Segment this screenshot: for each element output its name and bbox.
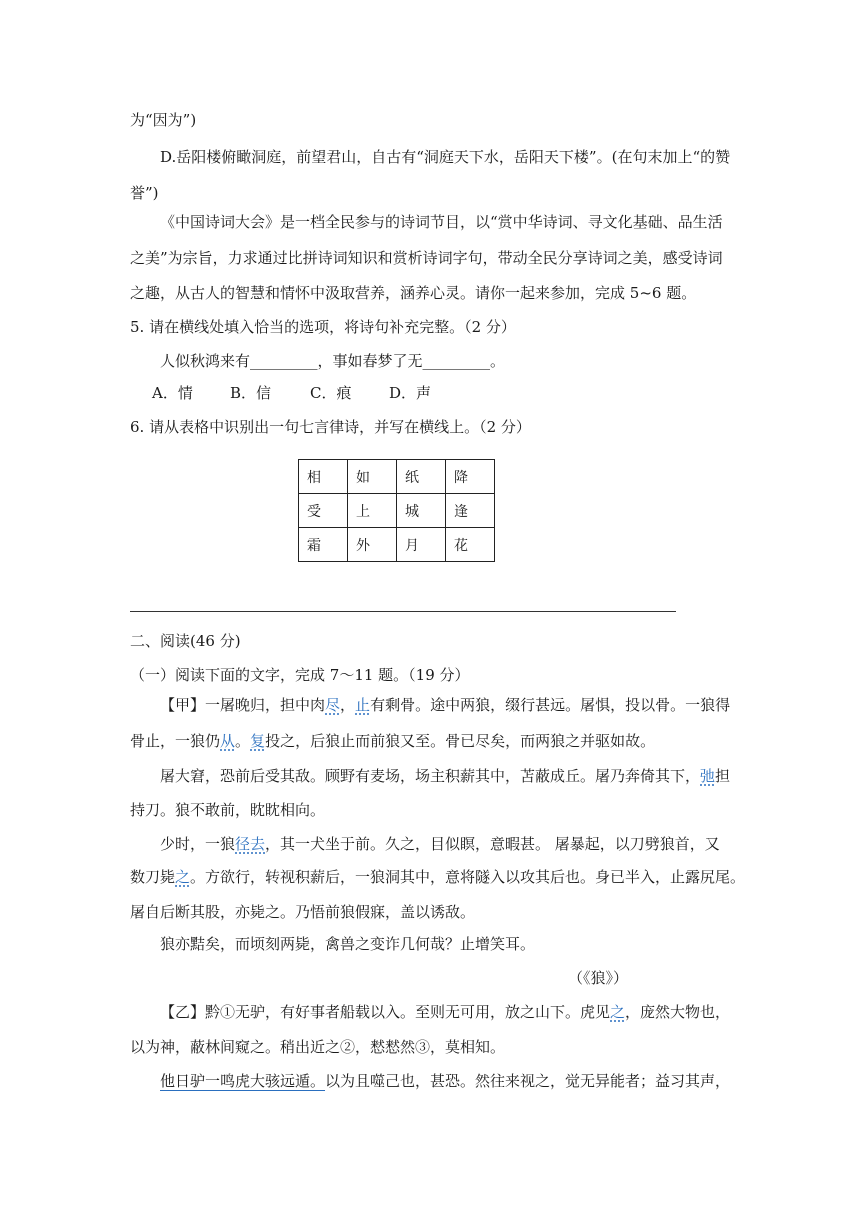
emphasized-char: 从 — [220, 732, 236, 750]
intro-paragraph: 之美”为宗旨，力求通过比拼诗词知识和赏析诗词字句，带动全民分享诗词之美，感受诗词 — [130, 249, 723, 267]
emphasized-char: 止 — [355, 696, 371, 714]
emphasized-char: 尽 — [325, 696, 341, 714]
grid-cell: 受 — [299, 494, 348, 528]
grid-cell: 如 — [348, 460, 397, 494]
passage-line: 骨止，一狼仍从。复投之，后狼止而前狼又至。骨已尽矣，而两狼之并驱如故。 — [130, 732, 656, 750]
passage-line: 【乙】黔①无驴，有好事者船载以入。至则无可用，放之山下。虎见之，庞然大物也， — [160, 1003, 731, 1021]
passage-line: 少时，一狼径去，其一犬坐于前。久之，目似瞑，意暇甚。 屠暴起，以刀劈狼首，又 — [160, 835, 720, 853]
grid-cell: 花 — [446, 528, 495, 562]
grid-cell: 月 — [397, 528, 446, 562]
emphasized-char: 复 — [250, 732, 266, 750]
passage-line: 屠自后断其股，亦毙之。乃悟前狼假寐，盖以诱敌。 — [130, 903, 476, 921]
question-5-verse: 人似秋鸿来有_________，事如春梦了无_________。 — [160, 352, 506, 370]
section-heading: 二、阅读(46 分) — [130, 632, 241, 650]
intro-paragraph: 《中国诗词大会》是一档全民参与的诗词节目，以“赏中华诗词、寻文化基础、品生活 — [160, 213, 723, 231]
question-5: 5. 请在横线处填入恰当的选项，将诗句补充完整。（2 分） — [130, 318, 516, 336]
option-d: D．声 — [389, 384, 432, 402]
text-line: 为“因为”) — [130, 111, 197, 129]
text-line: 誉”) — [130, 184, 159, 202]
grid-cell: 降 — [446, 460, 495, 494]
underlined-sentence: 他日驴一鸣虎大骇远遁。 — [160, 1072, 326, 1090]
passage-line: 屠大窘，恐前后受其敌。顾野有麦场，场主积薪其中，苫蔽成丘。屠乃奔倚其下，弛担 — [160, 767, 731, 785]
passage-line: 以为神，蔽林间窥之。稍出近之②，慭慭然③，莫相知。 — [130, 1038, 506, 1056]
passage-line: 持刀。狼不敢前，眈眈相向。 — [130, 801, 326, 819]
passage-source: （《狼》） — [568, 969, 629, 987]
grid-cell: 纸 — [397, 460, 446, 494]
passage-line: 【甲】一屠晚归，担中肉尽，止有剩骨。途中两狼，缀行甚远。屠惧，投以骨。一狼得 — [160, 696, 731, 714]
emphasized-char: 弛 — [700, 767, 716, 785]
sub-section-heading: （一）阅读下面的文字，完成 7～11 题。（19 分） — [130, 666, 470, 684]
emphasized-char: 之 — [175, 868, 191, 886]
option-d-line: D.岳阳楼俯瞰洞庭，前望君山，自古有“洞庭天下水，岳阳天下楼”。(在句末加上“的赞 — [160, 148, 731, 166]
passage-line: 数刀毙之。方欲行，转视积薪后，一狼洞其中，意将隧入以攻其后也。身已半入，止露尻尾。 — [130, 868, 746, 886]
option-a: A．情 — [152, 384, 193, 402]
intro-paragraph: 之趣，从古人的智慧和情怀中汲取营养，涵养心灵。请你一起来参加，完成 5~6 题。 — [130, 284, 697, 302]
grid-cell: 城 — [397, 494, 446, 528]
grid-cell: 外 — [348, 528, 397, 562]
passage-line: 他日驴一鸣虎大骇远遁。以为且噬己也，甚恐。然往来视之，觉无异能者；益习其声， — [160, 1072, 731, 1090]
emphasized-char: 径去 — [235, 835, 266, 853]
question-6: 6. 请从表格中识别出一句七言律诗，并写在横线上。（2 分） — [130, 418, 531, 436]
grid-cell: 逢 — [446, 494, 495, 528]
passage-line: 狼亦黠矣，而顷刻两毙，禽兽之变诈几何哉？止增笑耳。 — [160, 935, 536, 953]
grid-cell: 相 — [299, 460, 348, 494]
character-grid — [298, 459, 495, 562]
option-c: C．痕 — [310, 384, 352, 402]
grid-cell: 霜 — [299, 528, 348, 562]
answer-line — [130, 611, 676, 612]
grid-cell: 上 — [348, 494, 397, 528]
emphasized-char: 之 — [610, 1003, 626, 1021]
option-b: B．信 — [230, 384, 272, 402]
